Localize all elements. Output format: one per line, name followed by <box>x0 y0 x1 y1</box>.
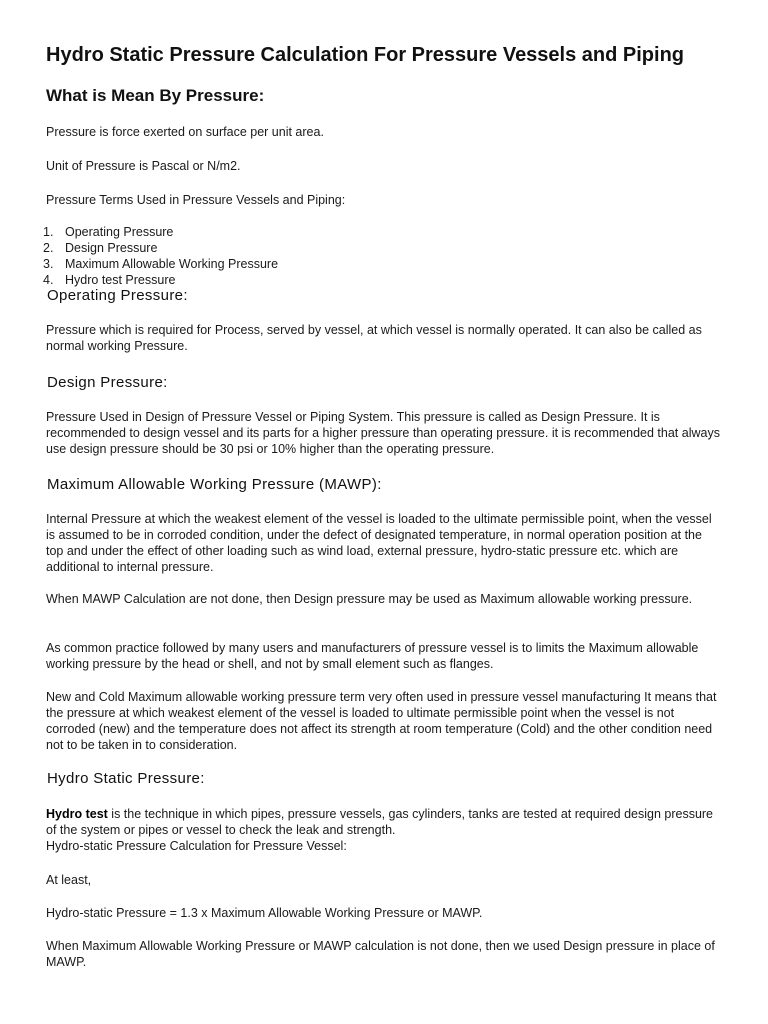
list-item-label: Hydro test Pressure <box>65 273 176 287</box>
hydro-static-heading: Hydro Static Pressure: <box>47 770 205 787</box>
mawp-heading: Maximum Allowable Working Pressure (MAWP): <box>47 476 382 493</box>
pressure-terms-list <box>43 224 279 288</box>
design-pressure-heading: Design Pressure: <box>47 374 168 391</box>
hydro-test-text: is the technique in which pipes, pressure vessels, gas cylinders, tanks are tested at required design pressure of the system or pipes or vessel to check the leak and strength. <box>46 807 714 837</box>
at-least-text: At least, <box>46 873 92 887</box>
hydro-formula: Hydro-static Pressure = 1.3 x Maximum Allowable Working Pressure or MAWP. <box>46 906 483 920</box>
pressure-terms-intro: Pressure Terms Used in Pressure Vessels and Piping: <box>46 193 346 207</box>
list-item-label: Design Pressure <box>65 241 158 255</box>
pressure-unit: Unit of Pressure is Pascal or N/m2. <box>46 159 241 173</box>
what-is-pressure-heading: What is Mean By Pressure: <box>46 86 265 105</box>
operating-pressure-text: Pressure which is required for Process, served by vessel, at which vessel is normally operated. It can also be called as normal working Pressure. <box>46 323 702 353</box>
hydro-calc-intro: Hydro-static Pressure Calculation for Pressure Vessel: <box>46 839 347 853</box>
document-title: Hydro Static Pressure Calculation For Pressure Vessels and Piping <box>46 44 685 66</box>
list-item-label: Maximum Allowable Working Pressure <box>65 257 279 271</box>
list-number: 2. <box>43 241 54 255</box>
list-item <box>43 256 279 272</box>
mawp-common-practice: As common practice followed by many users and manufacturers of pressure vessel is to limits the Maximum allowable working pressure by the head or shell, and not by small element such as flanges. <box>46 641 699 671</box>
mawp-definition: Internal Pressure at which the weakest element of the vessel is loaded to the ultimate permissible point, when the vessel is assumed to be in corroded condition, under the defect of designated temperature, in normal operation position at the top and under the effect of other loading such as wind load, external pressure, hydro-static pressure etc. which are additional to internal pressure. <box>46 512 712 574</box>
list-item-label: Operating Pressure <box>65 225 174 239</box>
design-pressure-text: Pressure Used in Design of Pressure Vessel or Piping System. This pressure is called as Design Pressure. It is recommended to design vessel and its parts for a higher pressure than operating pressure. it is recommended that always use design pressure should be 30 psi or 10% higher than the operating pressure. <box>46 410 720 456</box>
mawp-new-and-cold: New and Cold Maximum allowable working pressure term very often used in pressure vessel manufacturing It means that the pressure at which weakest element of the vessel is loaded to ultimate permissible point when the vessel is not corroded (new) and the temperature does not affect its strength at room temperature (Cold) and the other condition need not to be taken in to consideration. <box>46 690 717 752</box>
list-number: 1. <box>43 225 54 239</box>
operating-pressure-heading: Operating Pressure: <box>47 287 188 304</box>
hydro-test-definition <box>46 806 722 854</box>
pressure-definition: Pressure is force exerted on surface per unit area. <box>46 125 324 139</box>
mawp-when-not-done: When MAWP Calculation are not done, then Design pressure may be used as Maximum allowable working pressure. <box>46 592 693 606</box>
list-number: 4. <box>43 273 54 287</box>
list-item <box>43 224 278 240</box>
hydro-mawp-note: When Maximum Allowable Working Pressure or MAWP calculation is not done, then we used Design pressure in place of MAWP. <box>46 939 715 969</box>
hydro-test-term: Hydro test <box>46 807 108 821</box>
list-number: 3. <box>43 257 54 271</box>
list-item <box>43 240 278 256</box>
